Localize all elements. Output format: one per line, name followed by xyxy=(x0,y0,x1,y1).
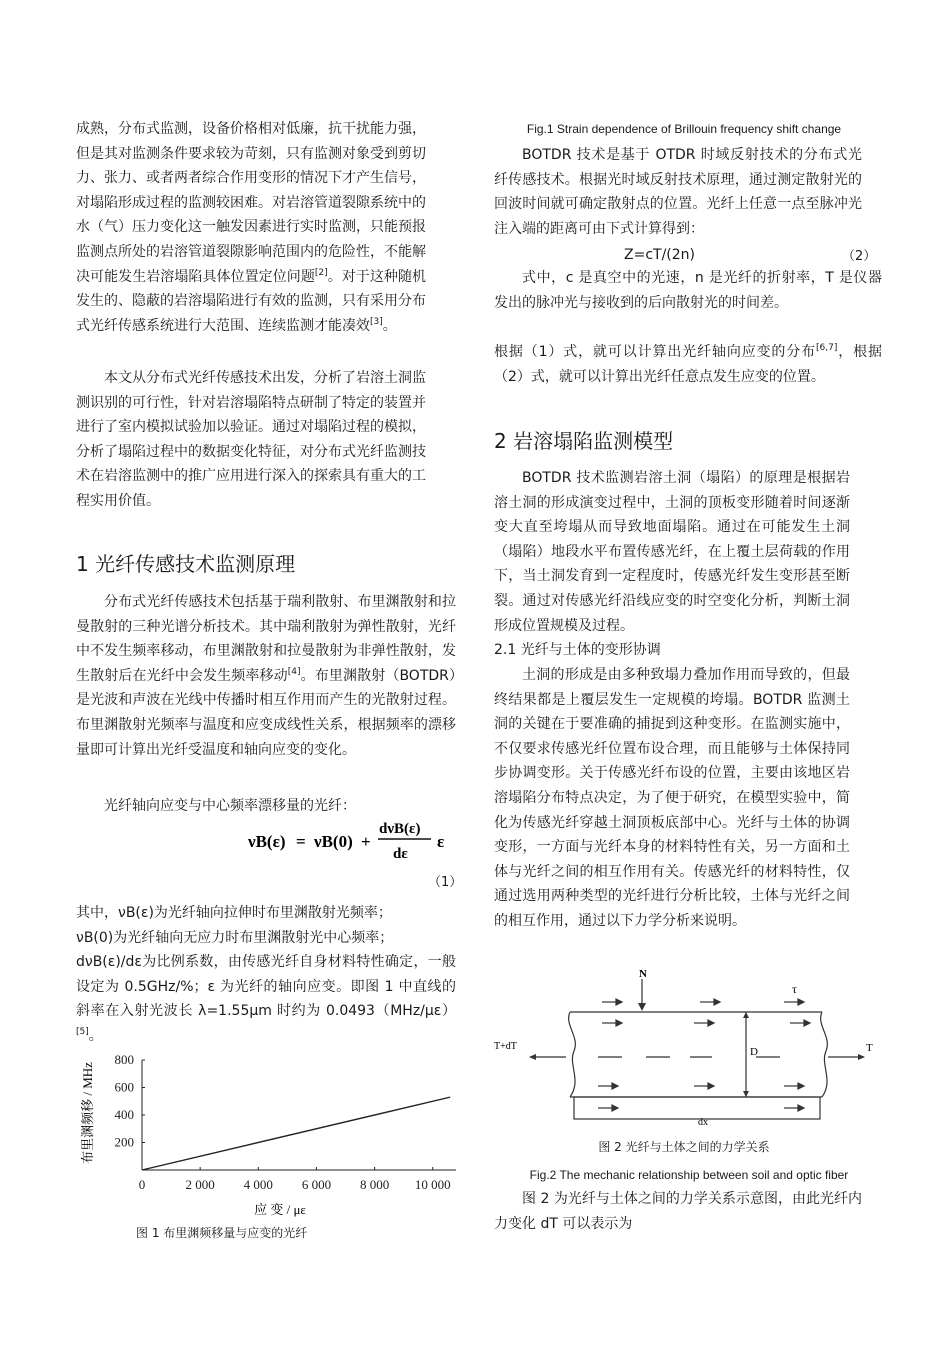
top-shear-arrows xyxy=(602,999,804,1005)
figure-2-caption: 图 2 光纤与土体之间的力学关系 xyxy=(598,1140,770,1154)
load-arrowhead xyxy=(638,1003,646,1011)
chart-x-tick-label: 2 000 xyxy=(185,1177,215,1192)
section-2-paragraph: BOTDR 技术监测岩溶土洞（塌陷）的原理是根据岩溶土洞的形成演变过程中，土洞的顶板变形随着时间逐渐变大直至垮塌从而导致地面塌陷。通过在可能发生土洞（塌陷）地段水平布置传感光纤，在上覆土层荷载的作用下，当土洞发育到一定程度时，传感光纤发生变形甚至断裂。通过对传感光纤沿线应变的时空变化分析，判断土洞形成位置规模及过程。 xyxy=(494,470,850,634)
equation-intro: 光纤轴向应变与中心频率漂移量的光纤： xyxy=(104,798,356,814)
equation-2-number: （2） xyxy=(842,249,877,264)
fiber-left-break xyxy=(569,1012,576,1097)
label-T-plus-dT: T+dT xyxy=(494,1041,517,1052)
label-dx: dx xyxy=(698,1117,708,1128)
figure-1-chart xyxy=(76,1048,466,1228)
where-2-paragraph: 式中，c 是真空中的光速，n 是光纤的折射率，T 是仪器发出的脉冲光与接收到的后向散射光的时间差。 xyxy=(494,270,882,311)
equation-frac-den: dε xyxy=(393,846,408,862)
figure-1-caption-en: Fig.1 Strain dependence of Brillouin frequency shift change xyxy=(526,122,842,136)
chart-x-tick-label: 6 000 xyxy=(301,1177,332,1192)
inner-top-arrows xyxy=(602,1020,810,1026)
intro-paragraph: 成熟，分布式监测，设备价格相对低廉，抗干扰能力强，但是其对监测条件要求较为苛刻，只有监测对象受到剪切力、张力、或者两者综合作用变形的情况下才产生信号，对塌陷形成过程的监测较困难。对岩溶管道裂隙系统中的水（气）压力变化这一触发因素进行实时监测，只能预报监测点所处的岩溶管道裂隙影响范围内的危险性，不能解决可能发生岩溶塌陷具体位置定位问题[2]。对于这种随机发生的、隐蔽的岩溶塌陷进行有效的监测，只有采用分布式光纤传感系统进行大范围、连续监测才能凑效[3]。 xyxy=(76,121,427,334)
fiber-right-break xyxy=(821,1012,828,1097)
chart-series-line xyxy=(142,1097,450,1170)
right-tension-arrowhead xyxy=(858,1054,865,1060)
equation-1-graphic xyxy=(248,814,458,864)
chart-x-tick-label: 4 000 xyxy=(243,1177,273,1192)
diameter-arrow-top xyxy=(743,1012,749,1018)
section-1-paragraph: 分布式光纤传感技术包括基于瑞利散射、布里渊散射和拉曼散射的三种光谱分析技术。其中瑞利散射为弹性散射，光纤中不发生频率移动，布里渊散射和拉曼散射为非弹性散射，发生散射后在光纤中会发生频率移动[4]。布里渊散射（BOTDR）是光波和声波在光线中传播时相互作用而产生的光散射过程。布里渊散射光频率与温度和应变成线性关系，根据频率的漂移量即可计算出光纤受温度和轴向应变的变化。 xyxy=(76,594,457,758)
aim-paragraph: 本文从分布式光纤传感技术出发，分析了岩溶土洞监测识别的可行性，针对岩溶塌陷特点研制了特定的装置并进行了室内模拟试验加以验证。通过对塌陷过程的模拟，分析了塌陷过程中的数据变化特征，对分布式光纤监测技术在岩溶监测中的推广应用进行深入的探索具有重大的工程实用价值。 xyxy=(76,370,426,509)
chart-x-tick-label: 0 xyxy=(138,1177,146,1192)
figure-1 xyxy=(76,1048,466,1228)
calc-paragraph: 根据（1）式，就可以计算出光纤轴向应变的分布[6,7]，根据（2）式，就可以计算出光纤任意点发生应变的位置。 xyxy=(494,343,883,385)
equation-lhs: νB(ε) xyxy=(248,832,286,851)
chart-y-tick-label: 600 xyxy=(114,1079,134,1095)
section-2-title: 2 岩溶塌陷监测模型 xyxy=(494,429,674,453)
botdr-paragraph: BOTDR 技术是基于 OTDR 时域反射技术的分布式光纤传感技术。根据光时域反射技术原理，通过测定散射光的回波时间就可确定散射点的位置。光纤上任意一点至脉冲光注入端的距离可由下式计算得到： xyxy=(494,147,862,237)
figure-2-caption-en: Fig.2 The mechanic relationship between soil and optic fiber xyxy=(529,1168,849,1182)
citation-3[interactable]: [3] xyxy=(370,316,383,327)
equation-1-number: （1） xyxy=(428,875,463,890)
chart-y-axis-label: 布里渊频移 / MHz xyxy=(80,1062,95,1164)
chart-x-axis-label: 应 变 / με xyxy=(254,1202,306,1217)
equation-2: Z=cT/(2n) xyxy=(624,247,695,263)
figure-2-paragraph: 图 2 为光纤与土体之间的力学关系示意图，由此光纤内力变化 dT 可以表示为 xyxy=(494,1191,862,1232)
label-D: D xyxy=(750,1046,758,1058)
chart-x-tick-label: 10 000 xyxy=(414,1177,451,1192)
equation-equals: = xyxy=(296,832,306,851)
citation-6-7[interactable]: [6,7] xyxy=(816,343,838,353)
chart-y-tick-label: 200 xyxy=(114,1134,134,1150)
chart-x-tick-label: 8 000 xyxy=(359,1177,390,1192)
chart-y-tick-label: 400 xyxy=(114,1107,134,1122)
label-N: N xyxy=(639,968,647,980)
equation-plus: + xyxy=(361,832,371,851)
equation-1 xyxy=(248,814,458,864)
diameter-arrow-bottom xyxy=(743,1091,749,1097)
label-tau: τ xyxy=(792,982,797,996)
citation-5[interactable]: [5] xyxy=(76,1026,89,1037)
subsection-2-1-paragraph: 土洞的形成是由多种致塌力叠加作用而导致的，但最终结果都是上覆层发生一定规模的垮塌。BOTDR 监测土洞的关键在于要准确的捕捉到这种变形。在监测实施中，不仅要求传感光纤位置布设合理，而且能够与土体保持同步协调变形。关于传感光纤布设的位置，主要由该地区岩溶塌陷分布特点决定，为了便于研究，在模型实验中，简化为传感光纤穿越土洞顶板底部中心。光纤与土体的协调变形，一方面与光纤本身的材料特性有关，另一方面和土体与光纤之间的相互作用有关。传感光纤的材料特性，仅通过选用两种类型的光纤进行分析比较，土体与光纤之间的相互作用，通过以下力学分析来说明。 xyxy=(494,667,850,929)
figure-2-diagram xyxy=(494,965,884,1130)
equation-rhs-first: νB(0) xyxy=(314,832,353,851)
figure-1-caption: 图 1 布里渊频移量与应变的光纤 xyxy=(136,1226,308,1240)
citation-4[interactable]: [4] xyxy=(287,666,301,677)
left-tension-arrowhead xyxy=(529,1054,536,1060)
equation-trail: ε xyxy=(437,832,445,851)
citation-2[interactable]: [2] xyxy=(314,267,328,278)
chart-y-tick-label: 800 xyxy=(114,1052,134,1067)
equation-frac-num: dνB(ε) xyxy=(379,821,421,837)
label-T: T xyxy=(866,1042,873,1054)
where-paragraph: 其中，νB(ε)为光纤轴向拉伸时布里渊散射光频率； νB(0)为光纤轴向无应力时布里渊散射光中心频率； dνB(ε)/dε为比例系数，由传感光纤自身材料特性确定，一般设定为 0.5GHz/%；ε 为光纤的轴向应变。即图 1 中直线的斜率在入射光波长 λ=1.55μm 时约为 0.0493（MHz/με）[5]。 xyxy=(76,905,456,1044)
figure-2 xyxy=(494,965,884,1130)
subsection-2-1-title: 2.1 光纤与土体的变形协调 xyxy=(494,642,661,658)
section-1-title: 1 光纤传感技术监测原理 xyxy=(76,552,296,576)
